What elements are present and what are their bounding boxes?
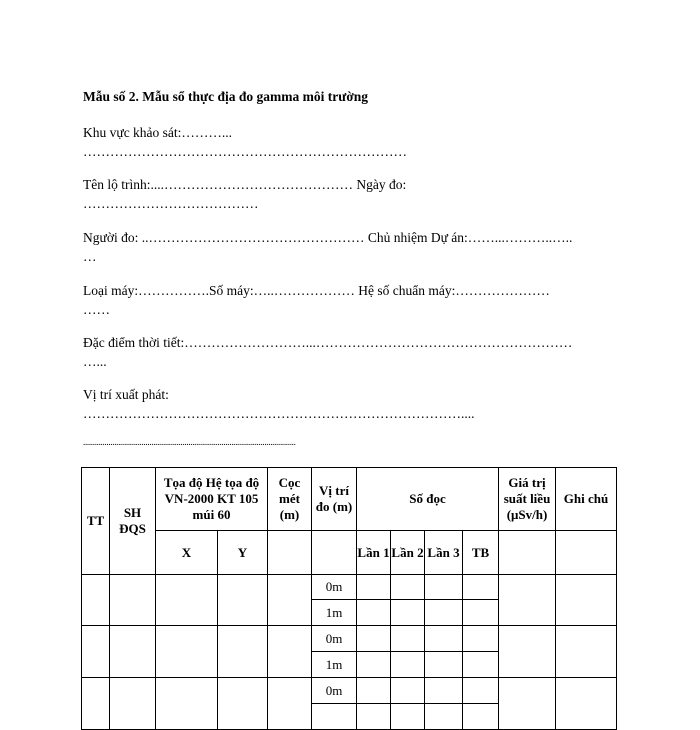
- start-position-line: Vị trí xuất phát:: [83, 387, 169, 402]
- form-title: Mẫu số 2. Mẫu sổ thực địa đo gamma môi trường: [83, 89, 369, 104]
- header-dose-rate: Giá trị suất liều (μSv/h): [499, 468, 556, 531]
- cell-lan-3: [425, 704, 463, 730]
- cell-tt: [82, 678, 110, 730]
- start-position-dots: …………………………………………………………………………....: [83, 406, 475, 421]
- header-lan-3: Lần 3: [425, 531, 463, 575]
- cell-tb: [463, 704, 499, 730]
- cell-lan-2: [391, 652, 425, 678]
- header-notes-sub: [556, 531, 617, 575]
- cell-lan-2: [391, 600, 425, 626]
- header-tt: TT: [82, 468, 110, 575]
- header-measure-position: Vị trí đo (m): [312, 468, 357, 531]
- cell-notes: [556, 626, 617, 678]
- header-x: X: [156, 531, 218, 575]
- cell-distance: [312, 704, 357, 730]
- cell-notes: [556, 575, 617, 626]
- route-date-line: Tên lộ trình:....…………………………………… Ngày đo:: [83, 177, 407, 192]
- cell-lan-3: [425, 575, 463, 600]
- cell-distance: 1m: [312, 652, 357, 678]
- cell-coc-met: [268, 626, 312, 678]
- cell-distance: 0m: [312, 575, 357, 600]
- cell-lan-1: [357, 575, 391, 600]
- device-dots: ……: [83, 302, 110, 317]
- cell-distance: 0m: [312, 678, 357, 704]
- weather-line: Đặc điểm thời tiết:………………………...…………………………………………………: [83, 335, 573, 350]
- measurer-manager-dots: …: [83, 249, 97, 264]
- cell-y: [218, 575, 268, 626]
- cell-coc-met: [268, 575, 312, 626]
- cell-distance: 1m: [312, 600, 357, 626]
- cell-lan-2: [391, 626, 425, 652]
- header-coc-met: Cọc mét (m): [268, 468, 312, 531]
- header-coordinates: Tọa độ Hệ tọa độ VN-2000 KT 105 múi 60: [156, 468, 268, 531]
- cell-dose: [499, 678, 556, 730]
- cell-x: [156, 678, 218, 730]
- cell-tt: [82, 626, 110, 678]
- cell-lan-3: [425, 600, 463, 626]
- cell-dose: [499, 626, 556, 678]
- cell-lan-2: [391, 575, 425, 600]
- cell-tb: [463, 626, 499, 652]
- weather-dots: …...: [83, 354, 107, 369]
- header-tb: TB: [463, 531, 499, 575]
- cell-lan-1: [357, 704, 391, 730]
- header-coc-met-sub: [268, 531, 312, 575]
- cell-lan-3: [425, 626, 463, 652]
- cell-notes: [556, 678, 617, 730]
- cell-tt: [82, 575, 110, 626]
- cell-coc-met: [268, 678, 312, 730]
- cell-tb: [463, 600, 499, 626]
- header-readings: Số đọc: [357, 468, 499, 531]
- route-date-dots: …………………………………: [83, 196, 259, 211]
- extra-dots-line: .............................................................................................................: [83, 437, 296, 447]
- cell-distance: 0m: [312, 626, 357, 652]
- cell-lan-2: [391, 704, 425, 730]
- cell-shdqs: [110, 678, 156, 730]
- measurer-manager-line: Người đo: ..………………………………………… Chủ nhiệm Dự án:……...………..…..: [83, 230, 573, 245]
- cell-lan-3: [425, 652, 463, 678]
- header-position-sub: [312, 531, 357, 575]
- cell-tb: [463, 652, 499, 678]
- cell-lan-1: [357, 626, 391, 652]
- cell-y: [218, 626, 268, 678]
- header-lan-1: Lần 1: [357, 531, 391, 575]
- header-lan-2: Lần 2: [391, 531, 425, 575]
- cell-shdqs: [110, 626, 156, 678]
- cell-shdqs: [110, 575, 156, 626]
- device-line: Loại máy:…………….Số máy:…..……………… Hệ số chuẩn máy:…………………: [83, 283, 550, 298]
- header-notes: Ghi chú: [556, 468, 617, 531]
- header-y: Y: [218, 531, 268, 575]
- survey-area-line: Khu vực khảo sát:………...: [83, 125, 233, 140]
- header-shdqs: SH ĐQS: [110, 468, 156, 575]
- cell-dose: [499, 575, 556, 626]
- cell-lan-1: [357, 652, 391, 678]
- survey-area-dots: ………………………………………………………………: [83, 144, 407, 159]
- header-dose-sub: [499, 531, 556, 575]
- cell-x: [156, 575, 218, 626]
- gamma-measurement-table: [81, 467, 617, 730]
- cell-y: [218, 678, 268, 730]
- cell-lan-1: [357, 600, 391, 626]
- cell-x: [156, 626, 218, 678]
- cell-tb: [463, 575, 499, 600]
